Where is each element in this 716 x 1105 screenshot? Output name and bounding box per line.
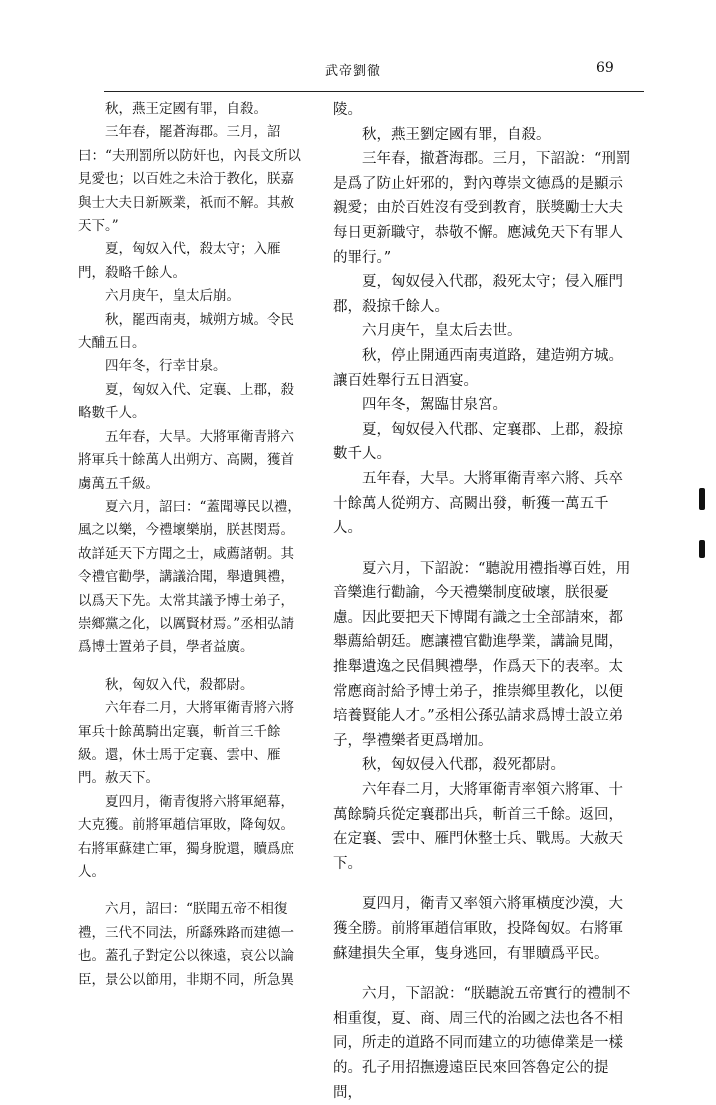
right-para: 夏，匈奴侵入代郡、定襄郡、上郡，殺掠數千人。 <box>333 421 623 463</box>
left-para: 三年春，罷蒼海郡。三月，詔曰：“夫刑罰所以防奸也，內長文所以見愛也；以百姓之未洽于教化，朕嘉與士大夫日新厥業，祇而不解。其赦天下。” <box>78 124 301 235</box>
header-rule <box>104 91 644 92</box>
left-para: 五年春，大旱。大將軍衛青將六將軍兵十餘萬人出朔方、高闕，獲首虜萬五千級。 <box>78 428 294 492</box>
right-para: 陵。 <box>333 102 362 118</box>
right-para: 夏，匈奴侵入代郡，殺死太守；侵入雁門郡，殺掠千餘人。 <box>333 274 623 315</box>
left-para: 夏六月，詔曰：“蓋聞導民以禮，風之以樂，今禮壞樂崩，朕甚閔焉。故詳延天下方聞之士，咸薦諸朝。其令禮官勸學，講議洽聞，舉遺興禮，以爲天下先。太常其議予博士弟子，崇鄉黨之化，以厲賢材焉。”丞相弘請爲博士置弟子員，學者益廣。 <box>78 498 301 656</box>
right-para: 五年春，大旱。大將軍衛青率六將、兵卒十餘萬人從朔方、高闕出發，斬獲一萬五千人。 <box>333 470 623 537</box>
left-para: 四年冬，行幸甘泉。 <box>105 358 227 375</box>
running-header-title: 武帝劉徹 <box>325 64 382 79</box>
left-para: 秋，罷西南夷，城朔方城。令民大酺五日。 <box>78 311 294 352</box>
left-para: 夏，匈奴入代、定襄、上郡，殺略數千人。 <box>78 381 294 422</box>
left-para: 夏四月，衛青復將六將軍絕幕，大克獲。前將軍趙信軍敗，降匈奴。右將軍蘇建亡軍，獨身脫還，贖爲庶人。 <box>78 793 294 880</box>
right-para: 秋，停止開通西南夷道路，建造朔方城。讓百姓舉行五日酒宴。 <box>333 347 623 389</box>
right-para: 六月，下詔說：“朕聽說五帝實行的禮制不相重復，夏、商、周三代的治國之法也各不相同，所走的道路不同而建立的功德偉業是一樣的。孔子用招撫邊遠臣民來回答魯定公的提問， <box>333 986 631 1101</box>
classical-text-column <box>78 98 306 992</box>
right-para: 四年冬，駕臨甘泉宮。 <box>362 397 507 414</box>
left-para: 六月庚午，皇太后崩。 <box>105 288 240 305</box>
right-para: 秋，燕王劉定國有罪，自殺。 <box>362 126 551 143</box>
left-para: 六月，詔曰：“朕聞五帝不相復禮，三代不同法，所繇殊路而建德一也。蓋孔子對定公以徠遠，哀公以論臣，景公以節用，非期不同，所急異 <box>78 901 294 988</box>
page-number: 69 <box>596 60 614 76</box>
left-para: 六年春二月，大將軍衛青將六將軍兵十餘萬騎出定襄，斬首三千餘級。還，休士馬于定襄、雲中、雁門。赦天下。 <box>78 700 294 787</box>
scan-edge-mark <box>699 488 705 510</box>
modern-translation-column <box>333 98 632 1105</box>
left-para: 夏，匈奴入代，殺太守；入雁門，殺略千餘人。 <box>78 241 281 281</box>
right-para: 夏四月，衛青又率領六將軍橫度沙漠，大獲全勝。前將軍趙信軍敗，投降匈奴。右將軍蘇建損失全軍，隻身逃回，有罪贖爲平民。 <box>333 896 623 962</box>
right-para: 六月庚午，皇太后去世。 <box>362 323 522 340</box>
right-para: 秋，匈奴侵入代郡，殺死都尉。 <box>362 757 565 774</box>
right-para: 夏六月，下詔說：“聽說用禮指導百姓，用音樂進行勸諭，今天禮樂制度破壞，朕很憂慮。因此要把天下博聞有識之士全部請來，都舉薦給朝廷。應讓禮官勸進學業，講論見聞，推舉遺逸之民倡興禮學，作爲天下的表率。太常應商討給予博士弟子，推崇鄉里教化，以便培養賢能人才。”丞相公孫弘請求爲博士設立弟子，學禮樂者更爲增加。 <box>333 560 631 749</box>
right-para: 三年春，撤蒼海郡。三月，下詔說：“刑罰是爲了防止奸邪的，對內尊崇文德爲的是顯示親愛；由於百姓沒有受到教育，朕獎勵士大夫每日更新職守，恭敬不懈。應減免天下有罪人的罪行。” <box>333 151 631 266</box>
right-para: 六年春二月，大將軍衛青率領六將軍、十萬餘騎兵從定襄郡出兵，斬首三千餘。返回，在定襄、雲中、雁門休整士兵、戰馬。大赦天下。 <box>333 782 623 872</box>
left-para: 秋，匈奴入代，殺都尉。 <box>105 676 254 693</box>
left-para: 秋，燕王定國有罪，自殺。 <box>105 101 267 117</box>
scan-edge-mark <box>699 540 705 558</box>
